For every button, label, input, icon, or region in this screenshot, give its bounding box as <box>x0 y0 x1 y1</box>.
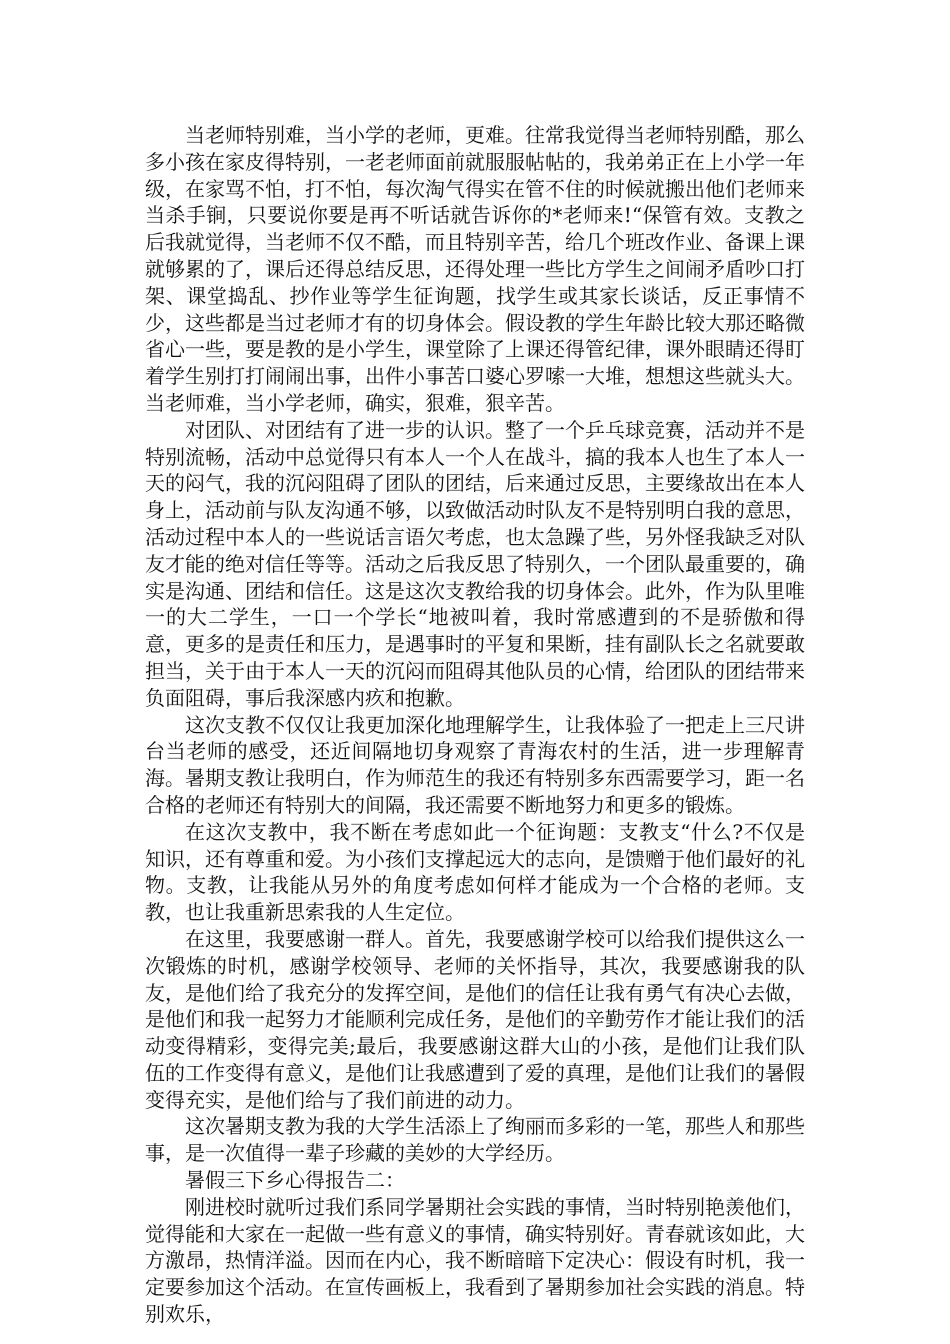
paragraph-2: 对团队、对团结有了进一步的认识。整了一个乒乓球竞赛，活动并不是特别流畅，活动中总觉得只有本人一个人在战斗，搞的我本人也生了本人一天的闷气，我的沉闷阻碍了团队的团结，后来通过反思，主要缘故出在本人身上，活动前与队友沟通不够，以致做活动时队友不是特别明白我的意思，活动过程中本人的一些说话言语欠考虑，也太急躁了些，另外怪我缺乏对队友才能的绝对信任等等。活动之后我反思了特别久，一个团队最重要的，确实是沟通、团结和信任。这是这次支教给我的切身体会。此外，作为队里唯一的大二学生，一口一个学长“地被叫着，我时常感遭到的不是骄傲和得意，更多的是责任和压力，是遇事时的平复和果断，挂有副队长之名就要敢担当，关于由于本人一天的沉闷而阻碍其他队员的心情，给团队的团结带来负面阻碍，事后我深感内疚和抱歉。 <box>145 417 805 710</box>
document-body <box>145 122 805 1328</box>
paragraph-7: 刚进校时就听过我们系同学暑期社会实践的事情，当时特别艳羡他们，觉得能和大家在一起做一些有意义的事情，确实特别好。青春就该如此，大方激昂，热情洋溢。因而在内心，我不断暗暗下定决心：假设有时机，我一定要参加这个活动。在宣传画板上，我看到了暑期参加社会实践的消息。特别欢乐， <box>145 1194 805 1327</box>
paragraph-1: 当老师特别难，当小学的老师，更难。往常我觉得当老师特别酷，那么多小孩在家皮得特别，一老老师面前就服服帖帖的，我弟弟正在上小学一年级，在家骂不怕，打不怕，每次淘气得实在管不住的时候就搬出他们老师来当杀手锏，只要说你要是再不听话就告诉你的*老师来!“保管有效。支教之后我就觉得，当老师不仅不酷，而且特别辛苦，给几个班改作业、备课上课就够累的了，课后还得总结反思，还得处理一些比方学生之间闹矛盾吵口打架、课堂捣乱、抄作业等学生征询题，找学生或其家长谈话，反正事情不少，这些都是当过老师才有的切身体会。假设教的学生年龄比较大那还略微省心一些，要是教的是小学生，课堂除了上课还得管纪律，课外眼睛还得盯着学生别打打闹闹出事，出件小事苦口婆心罗嗦一大堆，想想这些就头大。当老师难，当小学老师，确实，狠难，狠辛苦。 <box>145 123 805 415</box>
paragraph-5: 在这里，我要感谢一群人。首先，我要感谢学校可以给我们提供这么一次锻炼的时机，感谢学校领导、老师的关怀指导，其次，我要感谢我的队友，是他们给了我充分的发挥空间，是他们的信任让我有勇气有决心去做，是他们和我一起努力才能顺利完成任务，是他们的辛勤劳作才能让我们的活动变得精彩，变得完美;最后，我要感谢这群大山的小孩，是他们让我们队伍的工作变得有意义，是他们让我感遭到了爱的真理，是他们让我们的暑假变得充实，是他们给与了我们前进的动力。 <box>145 926 805 1112</box>
section-heading: 暑假三下乡心得报告二： <box>185 1168 405 1193</box>
paragraph-3: 这次支教不仅仅让我更加深化地理解学生，让我体验了一把走上三尺讲台当老师的感受，还近间隔地切身观察了青海农村的生活，进一步理解青海。暑期支教让我明白，作为师范生的我还有特别多东西需要学习，距一名合格的老师还有特别大的间隔，我还需要不断地努力和更多的锻炼。 <box>145 712 805 817</box>
paragraph-6: 这次暑期支教为我的大学生活添上了绚丽而多彩的一笔，那些人和那些事，是一次值得一辈子珍藏的美妙的大学经历。 <box>145 1114 805 1166</box>
paragraph-4: 在这次支教中，我不断在考虑如此一个征询题：支教支“什么?不仅是知识，还有尊重和爱。为小孩们支撑起远大的志向，是馈赠于他们最好的礼物。支教，让我能从另外的角度考虑如何样才能成为一个合格的老师。支教，也让我重新思索我的人生定位。 <box>145 819 805 925</box>
